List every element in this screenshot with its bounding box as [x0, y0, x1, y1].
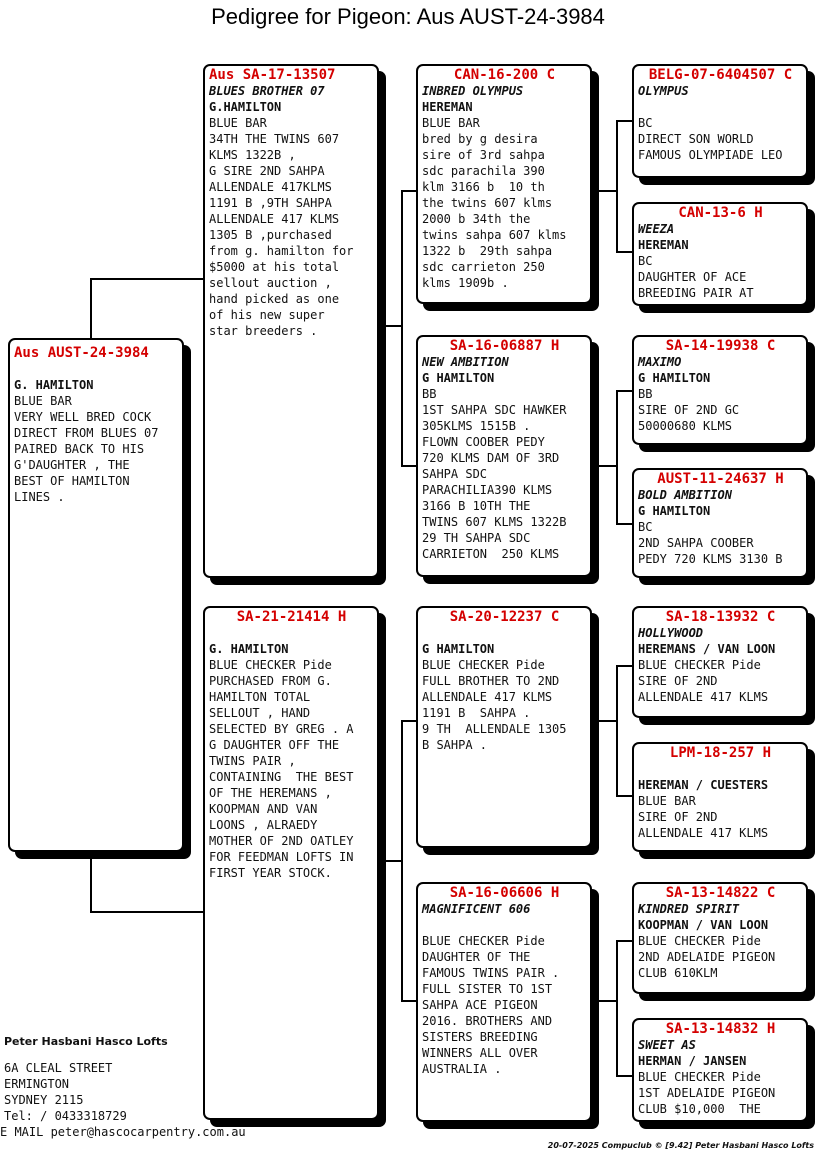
- detail-line: of his new super: [209, 308, 325, 322]
- email: E MAIL peter@hascocarpentry.com.au: [0, 1125, 246, 1139]
- address-line: 6A CLEAL STREET: [4, 1061, 113, 1075]
- detail-line: SAHPA SDC: [422, 467, 488, 481]
- pigeon-name: KINDRED SPIRIT: [638, 902, 740, 916]
- detail-line: 305KLMS 1515B .: [422, 419, 531, 433]
- ring-number: SA-13-14832 H: [665, 1021, 776, 1037]
- subject-pigeon-card[interactable]: [8, 338, 184, 852]
- dds-card[interactable]: [632, 882, 808, 994]
- connector-line: [616, 523, 633, 525]
- ring-number: SA-18-13932 C: [665, 609, 776, 625]
- pigeon-name: MAXIMO: [638, 355, 682, 369]
- detail-line: star breeders .: [209, 324, 318, 338]
- connector-line: [599, 1000, 616, 1002]
- connector-line: [90, 278, 206, 280]
- detail-line: KOOPMAN AND VAN: [209, 802, 318, 816]
- dam-sire-card[interactable]: [416, 606, 592, 848]
- detail-line: 2ND SAHPA COOBER: [638, 536, 754, 550]
- detail-line: PURCHASED FROM G.: [209, 674, 332, 688]
- detail-line: ALLENDALE 417 KLMS: [638, 826, 769, 840]
- detail-line: 34TH THE TWINS 607: [209, 132, 340, 146]
- ring-number: CAN-13-6 H: [678, 205, 763, 221]
- detail-line: KLMS 1322B ,: [209, 148, 296, 162]
- detail-line: FULL BROTHER TO 2ND: [422, 674, 560, 688]
- detail-line: G'DAUGHTER , THE: [14, 458, 130, 472]
- details: [638, 793, 803, 841]
- details: [638, 115, 803, 163]
- detail-line: 1ST SAHPA SDC HAWKER: [422, 403, 567, 417]
- breeder-name: G.HAMILTON: [209, 100, 282, 114]
- detail-line: the twins 607 klms: [422, 196, 553, 210]
- sds-card[interactable]: [632, 335, 808, 445]
- detail-line: DIRECT FROM BLUES 07: [14, 426, 159, 440]
- ring-number: Aus SA-17-13507: [209, 67, 336, 83]
- breeder-name: G HAMILTON: [422, 371, 495, 385]
- detail-line: SIRE OF 2ND GC: [638, 403, 740, 417]
- detail-line: BLUE BAR: [638, 794, 696, 808]
- ring-number: LPM-18-257 H: [669, 745, 772, 761]
- ring-number: SA-13-14822 C: [665, 885, 776, 901]
- owner-name: Peter Hasbani Hasco Lofts: [4, 1035, 168, 1048]
- ring-number: SA-14-19938 C: [665, 338, 776, 354]
- connector-line: [616, 795, 633, 797]
- connector-line: [401, 720, 403, 1001]
- detail-line: BLUE CHECKER Pide: [422, 934, 545, 948]
- detail-line: 1191 B SAHPA .: [422, 706, 531, 720]
- detail-line: HAMILTON TOTAL: [209, 690, 311, 704]
- breeder-name: HEREMAN: [638, 238, 689, 252]
- detail-line: 29 TH SAHPA SDC: [422, 531, 531, 545]
- detail-line: 3166 B 10TH THE: [422, 499, 531, 513]
- detail-line: LOONS , ALRAEDY: [209, 818, 318, 832]
- detail-line: B SAHPA .: [422, 738, 488, 752]
- connector-line: [90, 856, 92, 912]
- detail-line: BB: [638, 387, 653, 401]
- detail-line: SAHPA ACE PIGEON: [422, 998, 538, 1012]
- detail-line: BC: [638, 520, 653, 534]
- details: [638, 1069, 803, 1117]
- detail-line: 720 KLMS DAM OF 3RD: [422, 451, 560, 465]
- details: [14, 393, 179, 505]
- ring-number: AUST-11-24637 H: [657, 471, 784, 487]
- ring-number: BELG-07-6404507 C: [648, 67, 793, 83]
- breeder-name: G. HAMILTON: [209, 642, 289, 656]
- details: [422, 933, 587, 1077]
- details: [422, 657, 587, 753]
- breeder-name: G HAMILTON: [638, 504, 711, 518]
- breeder-name: HERMAN / JANSEN: [638, 1054, 747, 1068]
- detail-line: PEDY 720 KLMS 3130 B: [638, 552, 783, 566]
- connector-line: [616, 390, 633, 392]
- sire-sire-card[interactable]: [416, 64, 592, 304]
- detail-line: FULL SISTER TO 1ST: [422, 982, 553, 996]
- pigeon-name: WEEZA: [638, 222, 675, 236]
- detail-line: CONTAINING THE BEST: [209, 770, 354, 784]
- detail-line: BLUE BAR: [14, 394, 72, 408]
- detail-line: TWINS 607 KLMS 1322B: [422, 515, 567, 529]
- pigeon-name: OLYMPUS: [638, 84, 689, 98]
- detail-line: DAUGHTER OF ACE: [638, 270, 747, 284]
- detail-line: G SIRE 2ND SAHPA: [209, 164, 325, 178]
- detail-line: DAUGHTER OF THE: [422, 950, 531, 964]
- connector-line: [599, 720, 616, 722]
- pigeon-name: NEW AMBITION: [422, 355, 509, 369]
- connector-line: [616, 940, 633, 942]
- detail-line: 1191 B ,9TH SAHPA: [209, 196, 332, 210]
- ddd-card[interactable]: [632, 1018, 808, 1122]
- pigeon-name: SWEET AS: [638, 1038, 696, 1052]
- detail-line: CLUB 610KLM: [638, 966, 718, 980]
- connector-line: [90, 911, 206, 913]
- connector-line: [616, 390, 618, 524]
- detail-line: FOR FEEDMAN LOFTS IN: [209, 850, 354, 864]
- detail-line: ALLENDALE 417 KLMS: [422, 690, 553, 704]
- detail-line: sire of 3rd sahpa: [422, 148, 545, 162]
- details: [638, 657, 803, 705]
- breeder-name: HEREMAN: [422, 100, 473, 114]
- detail-line: VERY WELL BRED COCK: [14, 410, 152, 424]
- pigeon-name: MAGNIFICENT 606: [422, 902, 531, 916]
- detail-line: sellout auction ,: [209, 276, 332, 290]
- connector-line: [616, 1075, 633, 1077]
- detail-line: SIRE OF 2ND: [638, 674, 718, 688]
- breeder-name: KOOPMAN / VAN LOON: [638, 918, 769, 932]
- print-footer: 20-07-2025 Compuclub © [9.42] Peter Hasbani Hasco Lofts: [547, 1141, 814, 1150]
- address-line: ERMINGTON: [4, 1077, 70, 1091]
- detail-line: ALLENDALE 417KLMS: [209, 180, 332, 194]
- breeder-name: G. HAMILTON: [14, 378, 94, 392]
- detail-line: SELECTED BY GREG . A: [209, 722, 354, 736]
- detail-line: bred by g desira: [422, 132, 538, 146]
- detail-line: $5000 at his total: [209, 260, 340, 274]
- detail-line: 9 TH ALLENDALE 1305: [422, 722, 567, 736]
- pigeon-name: INBRED OLYMPUS: [422, 84, 524, 98]
- detail-line: MOTHER OF 2ND OATLEY: [209, 834, 354, 848]
- detail-line: 1ST ADELAIDE PIGEON: [638, 1086, 776, 1100]
- dam-dam-card[interactable]: [416, 882, 592, 1122]
- detail-line: ALLENDALE 417 KLMS: [638, 690, 769, 704]
- detail-line: klm 3166 b 10 th: [422, 180, 545, 194]
- sss-card[interactable]: [632, 64, 808, 178]
- detail-line: 2000 b 34th the: [422, 212, 531, 226]
- breeder-name: G HAMILTON: [422, 642, 495, 656]
- ssd-card[interactable]: [632, 202, 808, 306]
- detail-line: BLUE BAR: [422, 116, 480, 130]
- detail-line: from g. hamilton for: [209, 244, 354, 258]
- breeder-name: HEREMAN / CUESTERS: [638, 778, 769, 792]
- connector-line: [616, 120, 633, 122]
- connector-line: [90, 278, 92, 340]
- dam-card[interactable]: [203, 606, 379, 1120]
- page-title: Pedigree for Pigeon: Aus AUST-24-3984: [211, 4, 605, 29]
- detail-line: SELLOUT , HAND: [209, 706, 311, 720]
- detail-line: BLUE CHECKER Pide: [638, 934, 761, 948]
- details: [422, 386, 587, 562]
- details: [209, 115, 374, 339]
- breeder-name: HEREMANS / VAN LOON: [638, 642, 776, 656]
- detail-line: ALLENDALE 417 KLMS: [209, 212, 340, 226]
- ring-number: SA-16-06887 H: [449, 338, 560, 354]
- detail-line: PAIRED BACK TO HIS: [14, 442, 145, 456]
- detail-line: klms 1909b .: [422, 276, 509, 290]
- connector-line: [616, 251, 633, 253]
- detail-line: FAMOUS OLYMPIADE LEO: [638, 148, 783, 162]
- pigeon-name: BLUES BROTHER 07: [209, 84, 325, 98]
- detail-line: twins sahpa 607 klms: [422, 228, 567, 242]
- details: [638, 933, 803, 981]
- detail-line: PARACHILIA390 KLMS: [422, 483, 553, 497]
- detail-line: FIRST YEAR STOCK.: [209, 866, 332, 880]
- pigeon-name: BOLD AMBITION: [638, 488, 732, 502]
- detail-line: FLOWN COOBER PEDY: [422, 435, 545, 449]
- address-line: SYDNEY 2115: [4, 1093, 84, 1107]
- detail-line: TWINS PAIR ,: [209, 754, 296, 768]
- phone: Tel: / 0433318729: [4, 1109, 127, 1123]
- detail-line: sdc parachila 390: [422, 164, 545, 178]
- detail-line: BREEDING PAIR AT: [638, 286, 754, 300]
- detail-line: sdc carrieton 250: [422, 260, 545, 274]
- details: [638, 519, 803, 567]
- detail-line: 50000680 KLMS: [638, 419, 732, 433]
- detail-line: BLUE BAR: [209, 116, 267, 130]
- detail-line: BLUE CHECKER Pide: [638, 658, 761, 672]
- ring-number: CAN-16-200 C: [453, 67, 556, 83]
- ring-number: SA-21-21414 H: [236, 609, 347, 625]
- details: [422, 115, 587, 291]
- detail-line: CLUB $10,000 THE: [638, 1102, 761, 1116]
- detail-line: 1305 B ,purchased: [209, 228, 332, 242]
- detail-line: FAMOUS TWINS PAIR .: [422, 966, 560, 980]
- breeder-name: G HAMILTON: [638, 371, 711, 385]
- detail-line: BLUE CHECKER Pide: [422, 658, 545, 672]
- detail-line: BC: [638, 254, 653, 268]
- detail-line: 2ND ADELAIDE PIGEON: [638, 950, 776, 964]
- detail-line: AUSTRALIA .: [422, 1062, 502, 1076]
- detail-line: G DAUGHTER OFF THE: [209, 738, 340, 752]
- detail-line: BB: [422, 387, 437, 401]
- detail-line: hand picked as one: [209, 292, 340, 306]
- detail-line: BC: [638, 116, 653, 130]
- sire-dam-card[interactable]: [416, 335, 592, 577]
- ring-number: SA-16-06606 H: [449, 885, 560, 901]
- detail-line: BLUE CHECKER Pide: [209, 658, 332, 672]
- detail-line: BLUE CHECKER Pide: [638, 1070, 761, 1084]
- connector-line: [599, 465, 616, 467]
- connector-line: [384, 860, 401, 862]
- detail-line: 2016. BROTHERS AND: [422, 1014, 553, 1028]
- detail-line: LINES .: [14, 490, 65, 504]
- details: [638, 386, 803, 434]
- detail-line: CARRIETON 250 KLMS: [422, 547, 560, 561]
- sire-card[interactable]: [203, 64, 379, 578]
- pigeon-name: HOLLYWOOD: [638, 626, 704, 640]
- connector-line: [401, 190, 403, 466]
- detail-line: 1322 b 29th sahpa: [422, 244, 553, 258]
- connector-line: [616, 665, 633, 667]
- detail-line: BEST OF HAMILTON: [14, 474, 130, 488]
- connector-line: [616, 940, 618, 1076]
- ring-number: SA-20-12237 C: [449, 609, 560, 625]
- dss-card[interactable]: [632, 606, 808, 718]
- detail-line: DIRECT SON WORLD: [638, 132, 754, 146]
- owner-info: [4, 1034, 168, 1124]
- ring-number: Aus AUST-24-3984: [14, 345, 149, 361]
- connector-line: [616, 120, 618, 252]
- dsd-card[interactable]: [632, 742, 808, 852]
- detail-line: SIRE OF 2ND: [638, 810, 718, 824]
- detail-line: OF THE HEREMANS ,: [209, 786, 332, 800]
- connector-line: [384, 325, 401, 327]
- sdd-card[interactable]: [632, 468, 808, 578]
- detail-line: WINNERS ALL OVER: [422, 1046, 538, 1060]
- details: [209, 657, 374, 881]
- connector-line: [616, 665, 618, 796]
- connector-line: [599, 190, 616, 192]
- details: [638, 253, 803, 301]
- detail-line: SISTERS BREEDING: [422, 1030, 538, 1044]
